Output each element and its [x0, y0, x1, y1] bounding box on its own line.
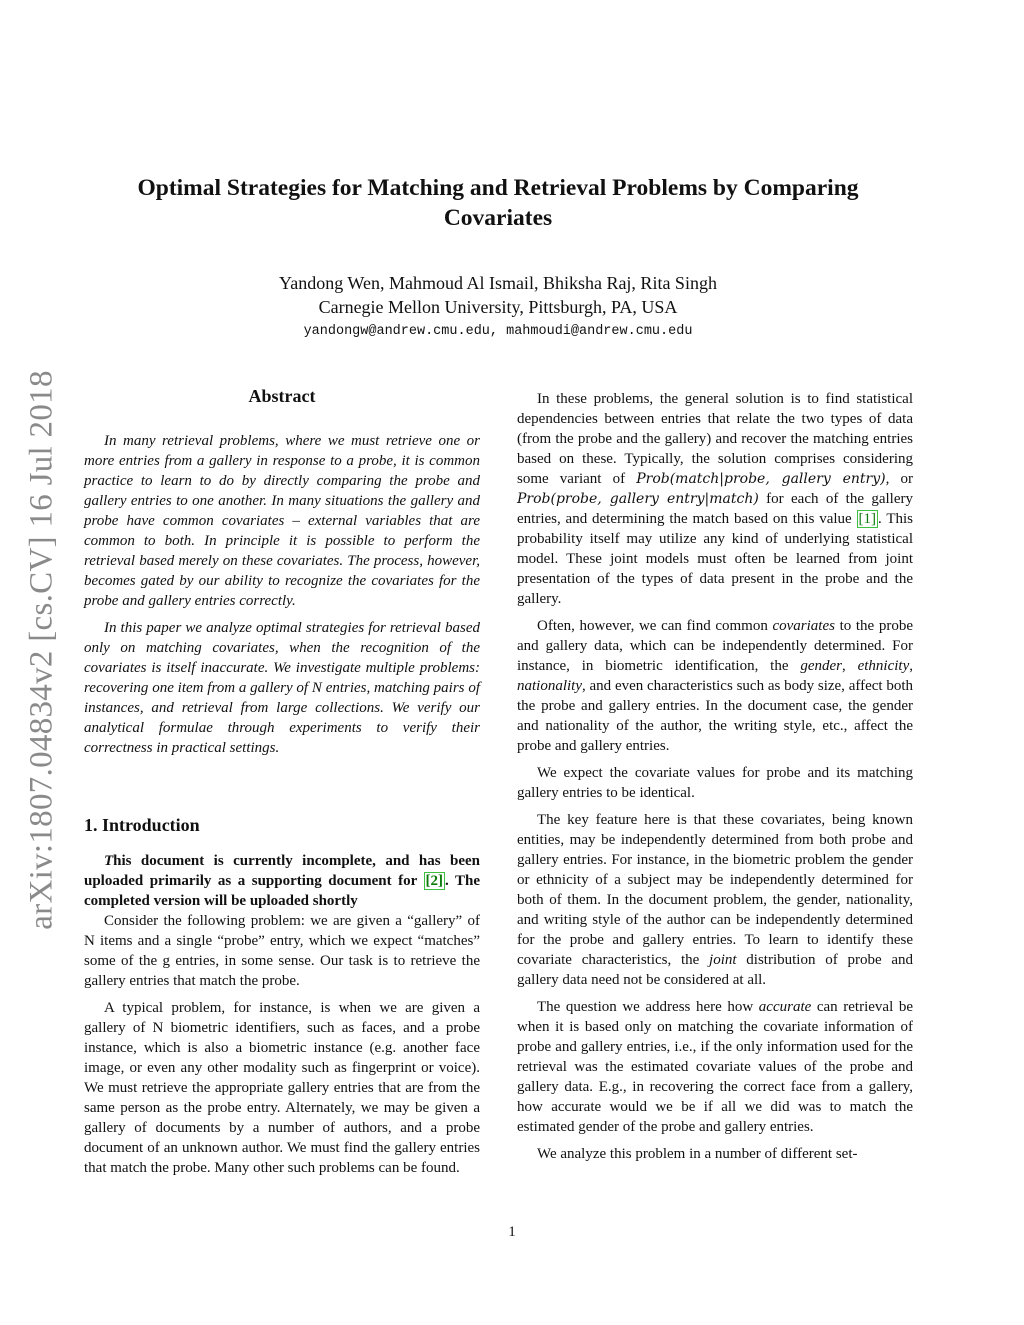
text-run: can retrieval be when it is based only on matching the covariate information of probe and gallery entries, i.e., if the only information used for the retrieval was the estimated covariate values of the probe and gallery data. E.g., in recovering the correct face from a gallery, how accurate would we be if all we did was to match the estimated gender of the probe and gallery entries. — [517, 999, 913, 1135]
body-paragraph: We analyze this problem in a number of different set- — [537, 1146, 858, 1162]
body-paragraph — [517, 389, 913, 609]
affiliation: Carnegie Mellon University, Pittsburgh, PA, USA — [318, 297, 678, 317]
abstract-paragraph: In this paper we analyze optimal strategies for retrieval based only on matching covariates, when the recognition of the covariates is itself inaccurate. We investigate multiple problems: recovering one item from a gallery of N entries, matching pairs of instances, and retrieval from large collections. We verify our analytical formulae through experiments to verify their correctness in practical settings. — [84, 620, 480, 756]
abstract-paragraph: In many retrieval problems, where we must retrieve one or more entries from a gallery in response to a probe, it is common practice to learn to do by directly comparing the probe and gallery entries to one another. In many situations the gallery and probe have common covariates – external variables that are common to both. In principle it is possible to perform the retrieval based merely on these covariates. The process, however, becomes gated by our ability to recognize the covariates for the probe and gallery entries correctly. — [84, 433, 480, 609]
text-run: , — [842, 658, 858, 674]
intro-paragraph: A typical problem, for instance, is when we are given a gallery of N biometric identifiers, such as faces, and a probe instance, which is also a biometric instance (e.g. another face image, or even any other modality such as fingerprint or voice). We must retrieve the appropriate gallery entries that are from the same person as the probe entry. Alternately, we may be given a gallery of documents by a number of authors, and a probe document of an unknown author. We must find the gallery entries that match the probe. Many other such problems can be found. — [84, 1000, 480, 1176]
text-run: . This probability itself may utilize any kind of underlying statistical model. These joint models must often be learned from joint presentation of the types of data present in the probe and the gallery. — [517, 511, 913, 607]
abstract-heading: Abstract — [248, 386, 316, 406]
formula: Prob(match|probe, gallery entry) — [636, 471, 886, 487]
emphasis: accurate — [758, 999, 812, 1015]
author-list: Yandong Wen, Mahmoud Al Ismail, Bhiksha Raj, Rita Singh — [279, 273, 717, 293]
text-run: , — [909, 658, 914, 674]
text-run: to the probe and gallery data, which can be independently determined. For instance, in biometric identification, the — [517, 618, 913, 674]
body-paragraph — [517, 997, 913, 1137]
emphasis: joint — [709, 952, 737, 968]
notice-lead-letter: T — [104, 853, 114, 869]
emphasis: ethnicity — [857, 658, 910, 674]
page-number: 1 — [508, 1224, 516, 1240]
intro-paragraph: Consider the following problem: we are given a “gallery” of N items and a single “probe” entry, which we expect “matches” some of the g entries, in some sense. Our task is to retrieve the gallery entries that match the probe. — [84, 913, 480, 989]
body-paragraph — [517, 616, 913, 756]
text-run: , and even characteristics such as body size, affect both the probe and gallery entries. In the document case, the gender and nationality of the author, the writing style, etc., affect the probe and gallery entries. — [517, 678, 913, 754]
emphasis: nationality — [517, 678, 582, 694]
text-run: In these problems, the general solution is to find statistical dependencies between entries that relate the two types of data (from the probe and the gallery) and recover the matching entries based on these. Typically, the solution comprises considering some variant of — [517, 391, 913, 487]
abstract-body — [84, 431, 480, 758]
text-run: for each of the gallery entries, and determining the match based on this value — [517, 491, 913, 527]
citation-link[interactable]: [1] — [858, 511, 877, 527]
text-run: distribution of probe and gallery data need not be considered at all. — [517, 952, 913, 988]
formula: Prob(probe, gallery entry|match) — [517, 491, 759, 507]
emphasis: gender — [800, 658, 842, 674]
text-run: Often, however, we can find common — [537, 618, 773, 634]
introduction-body — [84, 851, 480, 1178]
body-paragraph: We expect the covariate values for probe and its matching gallery entries to be identical. — [517, 765, 913, 801]
text-run: The question we address here how — [537, 999, 759, 1015]
emphasis: covariates — [772, 618, 835, 634]
text-run: , or — [885, 471, 913, 487]
text-run: The key feature here is that these covariates, being known entities, may be independently determined from both probe and gallery entries. For instance, in the biometric problem the gender or ethnicity of a subject may be independently determined for both of them. In the document problem, the gender, nationality, and writing style of the author can be independently determined for the probe and gallery entries. To learn to identify these covariate characteristics, the — [517, 812, 913, 968]
incomplete-notice — [84, 851, 480, 911]
citation-link[interactable]: [2] — [425, 873, 443, 889]
section-heading-introduction: 1. Introduction — [84, 815, 200, 835]
notice-text: his document is currently incomplete, and has been uploaded primarily as a supporting document for — [84, 853, 480, 889]
arxiv-identifier: arXiv:1807.04834v2 [cs.CV] 16 Jul 2018 — [23, 370, 60, 930]
body-paragraph — [517, 810, 913, 990]
author-emails: yandongw@andrew.cmu.edu, mahmoudi@andrew.cmu.edu — [303, 324, 693, 339]
notice-tail: . The completed version will be uploaded shortly — [84, 873, 480, 909]
right-column-body — [517, 389, 913, 1164]
paper-title: Optimal Strategies for Matching and Retrieval Problems by Comparing Covariates — [137, 175, 859, 231]
